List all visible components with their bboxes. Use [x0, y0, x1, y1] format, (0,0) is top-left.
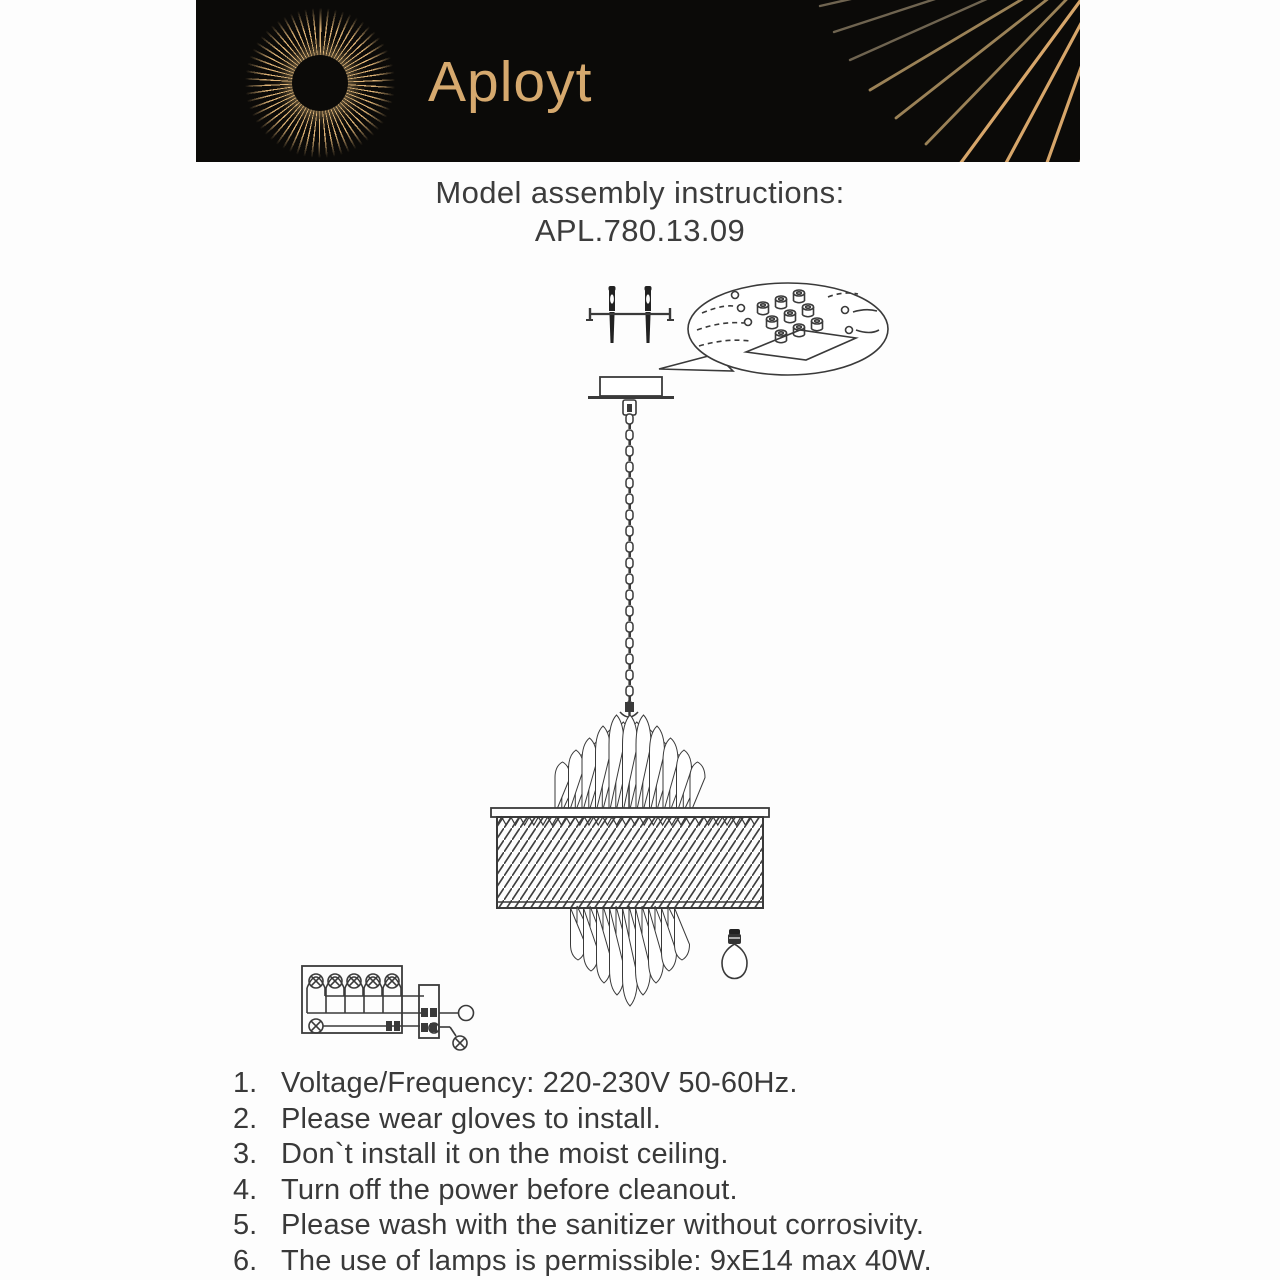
diagram-terminal-block [419, 985, 439, 1038]
list-item [233, 1066, 1133, 1102]
item-text: Please wear gloves to install. [281, 1102, 661, 1135]
list-item [233, 1244, 1133, 1280]
list-item [233, 1102, 1133, 1138]
list-item [233, 1137, 1133, 1173]
item-number: 6. [233, 1244, 258, 1277]
item-number: 1. [233, 1067, 258, 1099]
title-line2-model-code: APL.780.13.09 [534, 213, 746, 248]
item-number: 5. [233, 1209, 258, 1242]
item-text: Voltage/Frequency: 220-230V 50-60Hz. [281, 1067, 798, 1099]
chandelier-drum-shade [491, 808, 769, 908]
item-text: Turn off the power before cleanout. [281, 1173, 738, 1206]
list-item [233, 1173, 1133, 1209]
mounting-screws-icon [586, 286, 674, 343]
terminal-block-callout [659, 283, 888, 375]
item-number: 2. [233, 1102, 258, 1135]
item-number: 3. [233, 1138, 258, 1171]
item-number: 4. [233, 1173, 258, 1206]
instruction-list [233, 1066, 1133, 1280]
title-line1: Model assembly instructions: [435, 175, 845, 210]
chandelier-crown-crystals [555, 715, 705, 814]
chandelier-bottom-crystals [571, 906, 690, 1006]
ceiling-canopy-icon [588, 377, 674, 415]
list-item [233, 1208, 1133, 1244]
brand-name: Aployt [428, 50, 593, 114]
ground-circle [459, 1006, 474, 1021]
wiring-diagram [302, 966, 474, 1050]
header-corner-rays-icon [820, 0, 1128, 206]
item-text: The use of lamps is permissible: 9xE14 max 40W. [281, 1244, 932, 1277]
e14-bulb-icon [722, 929, 747, 979]
item-text: Don`t install it on the moist ceiling. [281, 1138, 729, 1171]
item-text: Please wash with the sanitizer without corrosivity. [281, 1209, 925, 1242]
